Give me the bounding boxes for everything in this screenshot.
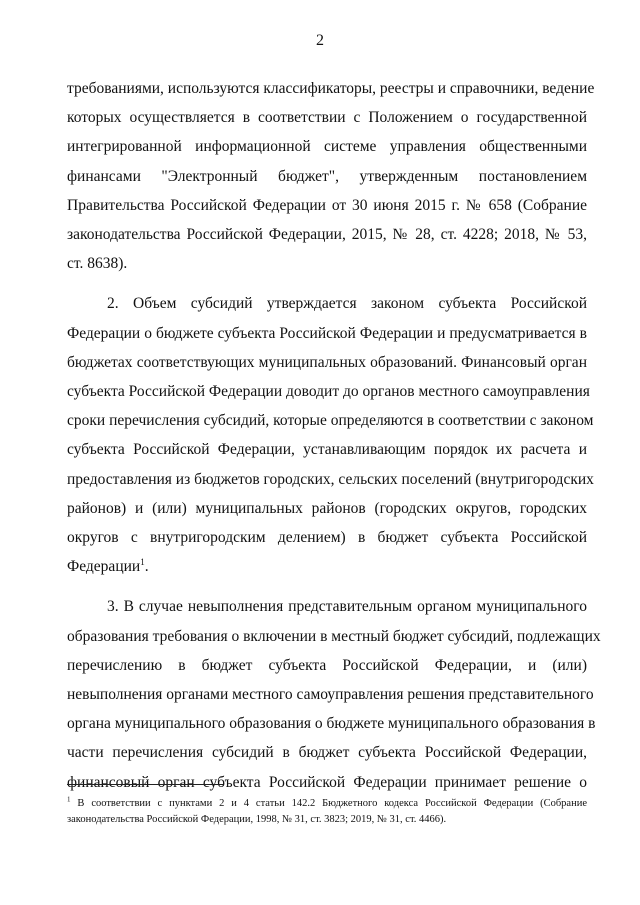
text-fragment: .	[144, 558, 149, 576]
text-line: финансовый орган субъекта Российской Федерации принимает решение о	[67, 773, 587, 791]
footnote-marker: 1	[67, 795, 71, 804]
document-body	[67, 74, 601, 797]
paragraph-spacer	[67, 278, 587, 289]
footnote-separator	[67, 784, 223, 785]
paragraph-spacer	[67, 581, 587, 592]
text-fragment: В соответствии с пунктами 2 и 4 статьи 142.2 Бюджетного кодекса Российской Федерации (Собрание	[77, 798, 587, 809]
text-fragment: Федерации	[67, 558, 141, 576]
footnote-line: законодательства Российской Федерации, 1998, № 31, ст. 3823; 2019, № 31, ст. 4466).	[67, 814, 447, 825]
page-number: 2	[316, 32, 324, 49]
text-line: субъекта Российской Федерации доводит до органов местного самоуправления	[67, 383, 590, 401]
text-line: органа муниципального образования о бюджете муниципального образования в	[67, 715, 596, 733]
footnote	[67, 796, 587, 828]
text-line: ст. 8638).	[67, 255, 128, 273]
text-line: округов с внутригородским делением) в бюджет субъекта Российской	[67, 529, 587, 547]
text-line: законодательства Российской Федерации, 2015, № 28, ст. 4228; 2018, № 53,	[67, 226, 587, 244]
paragraph-1	[67, 74, 595, 278]
text-line: районов) и (или) муниципальных районов (городских округов, городских	[67, 499, 587, 517]
text-line: Правительства Российской Федерации от 30 июня 2015 г. № 658 (Собрание	[67, 196, 587, 214]
footnote-reference[interactable]: 1	[140, 557, 145, 568]
text-line: бюджетах соответствующих муниципальных образований. Финансовый орган	[67, 353, 587, 371]
text-line: которых осуществляется в соответствии с Положением о государственной	[67, 109, 587, 127]
text-line: сроки перечисления субсидий, которые определяются в соответствии с законом	[67, 412, 594, 430]
text-line: образования требования о включении в местный бюджет субсидий, подлежащих	[67, 627, 601, 645]
text-line: перечислению в бюджет субъекта Российской Федерации, и (или)	[67, 656, 587, 674]
text-line: 2. Объем субсидий утверждается законом субъекта Российской	[107, 295, 587, 313]
text-line	[67, 552, 587, 581]
text-line: интегрированной информационной системе управления общественными	[67, 138, 587, 156]
text-line: субъекта Российской Федерации, устанавливающим порядок их расчета и	[67, 441, 587, 459]
footnote-line	[67, 796, 587, 812]
paragraph-3	[67, 592, 601, 796]
text-line: 3. В случае невыполнения представительным органом муниципального	[107, 598, 587, 616]
text-line: требованиями, используются классификаторы, реестры и справочники, ведение	[67, 80, 595, 97]
paragraph-2	[67, 289, 594, 581]
text-line: финансами "Электронный бюджет", утвержденным постановлением	[67, 167, 587, 185]
text-line: части перечисления субсидий в бюджет субъекта Российской Федерации,	[67, 744, 587, 762]
text-line: Федерации о бюджете субъекта Российской Федерации и предусматривается в	[67, 324, 587, 342]
text-line: предоставления из бюджетов городских, сельских поселений (внутригородских	[67, 470, 594, 488]
text-line: невыполнения органами местного самоуправления решения представительного	[67, 686, 594, 704]
